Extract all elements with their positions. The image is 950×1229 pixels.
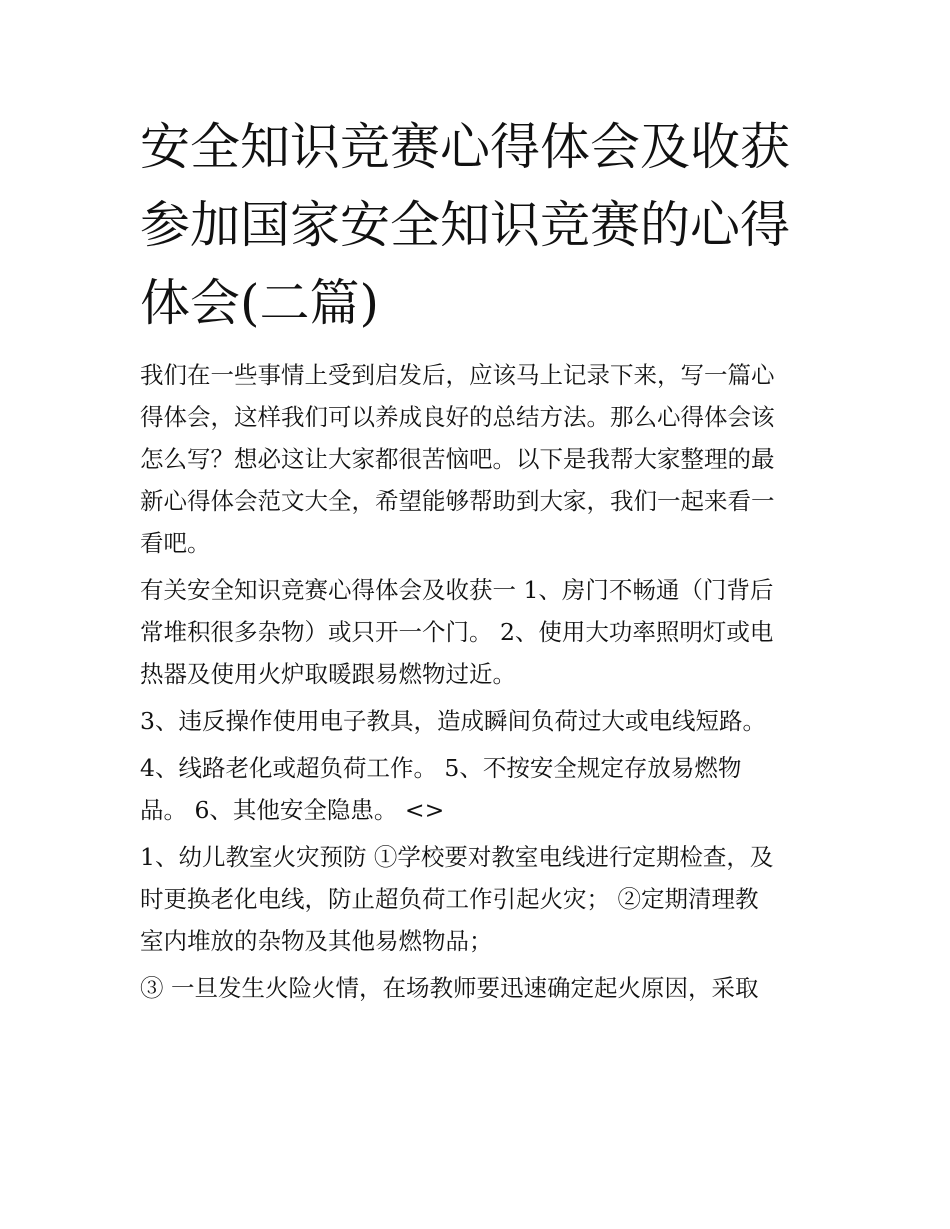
text-line: 室内堆放的杂物及其他易燃物品； bbox=[140, 927, 493, 955]
text-line: 时更换老化电线，防止超负荷工作引起火灾； ②定期清理教 bbox=[140, 885, 759, 913]
text-line: ③ 一旦发生火险火情，在场教师要迅速确定起火原因，采取 bbox=[140, 974, 759, 1002]
document-page bbox=[140, 108, 820, 1009]
title-line: 体会(二篇) bbox=[140, 274, 380, 332]
text-line: 新心得体会范文大全，希望能够帮助到大家，我们一起来看一 bbox=[140, 487, 775, 515]
hazards-paragraph bbox=[140, 569, 820, 695]
text-line: 有关安全知识竞赛心得体会及收获一 1、房门不畅通（门背后 bbox=[140, 576, 774, 604]
text-line: 得体会，这样我们可以养成良好的总结方法。那么心得体会该 bbox=[140, 403, 775, 431]
text-line: 常堆积很多杂物）或只开一个门。 2、使用大功率照明灯或电 bbox=[140, 618, 774, 646]
intro-paragraph bbox=[140, 354, 820, 564]
text-line: 我们在一些事情上受到启发后，应该马上记录下来，写一篇心 bbox=[140, 361, 775, 389]
prevention-paragraph bbox=[140, 836, 820, 962]
hazard-item-paragraph bbox=[140, 700, 820, 742]
text-line: 热器及使用火炉取暖跟易燃物过近。 bbox=[140, 660, 516, 688]
text-line: 1、幼儿教室火灾预防 ①学校要对教室电线进行定期检查，及 bbox=[140, 843, 774, 871]
text-line: 3、违反操作使用电子教具，造成瞬间负荷过大或电线短路。 bbox=[140, 707, 766, 735]
text-line: 怎么写？想必这让大家都很苦恼吧。以下是我帮大家整理的最 bbox=[140, 445, 775, 473]
title-line: 参加国家安全知识竞赛的心得 bbox=[140, 196, 790, 254]
document-title bbox=[140, 108, 820, 342]
text-line: 看吧。 bbox=[140, 529, 211, 557]
text-line: 品。 6、其他安全隐患。 <> bbox=[140, 796, 445, 824]
text-line: 4、线路老化或超负荷工作。 5、不按安全规定存放易燃物 bbox=[140, 754, 742, 782]
title-line: 安全知识竞赛心得体会及收获 bbox=[140, 118, 790, 176]
hazard-item-paragraph bbox=[140, 747, 820, 831]
prevention-paragraph bbox=[140, 967, 820, 1009]
